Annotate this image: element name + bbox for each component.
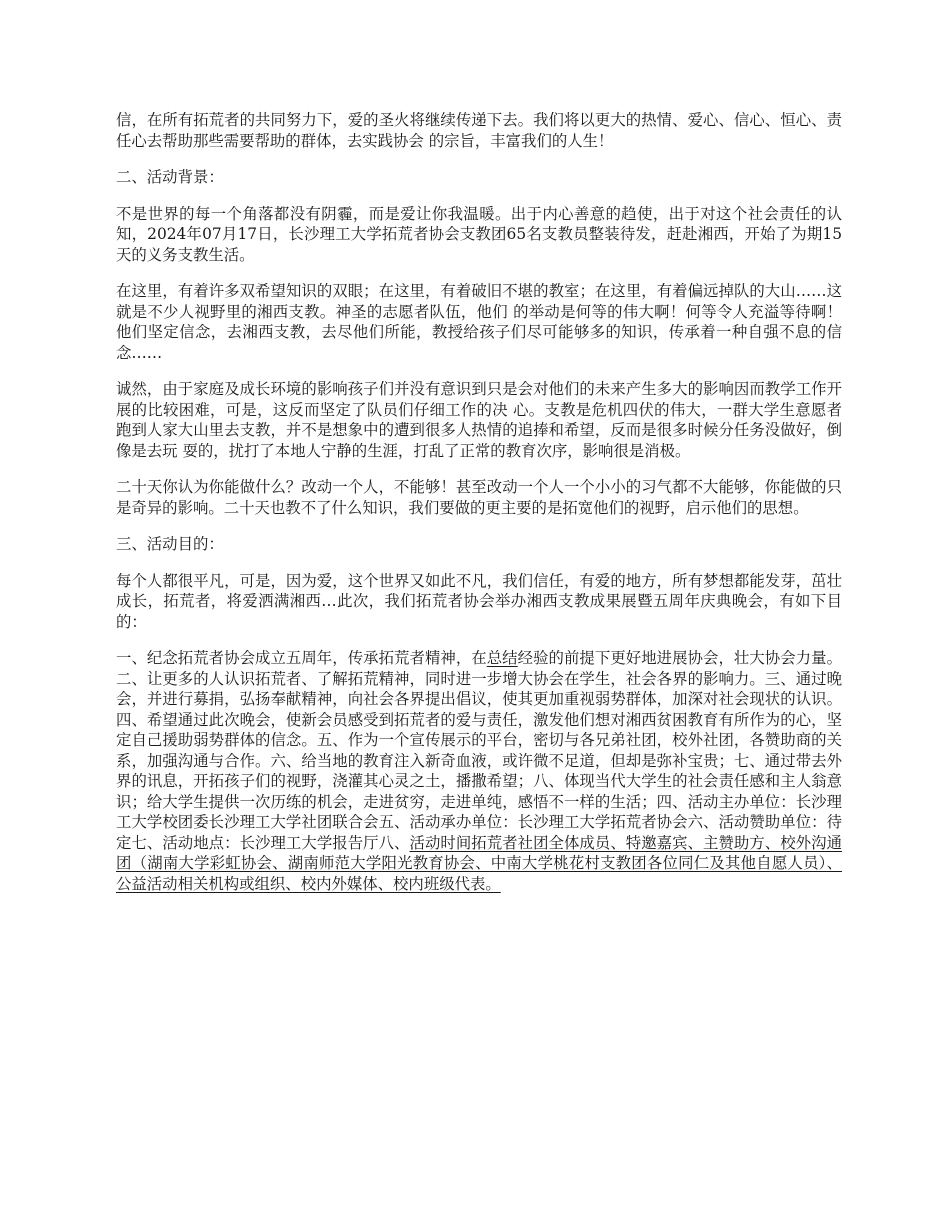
section-heading-background: 二、活动背景： — [116, 168, 224, 186]
paragraph-background-4: 二十天你认为你能做什么？改动一个人，不能够！甚至改动一个人一个小小的习气都不大能够，你能做的只是奇异的影响。二十天也教不了什么知识，我们要做的更主要的是拓宽他们的视野，启示他们的思想。 — [116, 478, 842, 517]
paragraph-purpose-list — [116, 648, 842, 894]
purpose-text-a: 一、纪念拓荒者协会成立五周年，传承拓荒者精神，在 — [116, 649, 487, 667]
paragraph-intro: 信，在所有拓荒者的共同努力下，爱的圣火将继续传递下去。我们将以更大的热情、爱心、信心、恒心、责任心去帮助那些需要帮助的群体，去实践协会 的宗旨，丰富我们的人生！ — [116, 111, 842, 150]
document-page — [116, 110, 842, 910]
underlined-participants: 活动时间拓荒者社团全体成员、特邀嘉宾、主赞助方、校外沟通团（湖南大学彩虹协会、湖南师范大学阳光教育协会、中南大学桃花村支教团各位同仁及其他自愿人员）、公益活动相关机构或组织、校内外媒体、校内班级代表。 — [116, 833, 842, 893]
paragraph-background-1: 不是世界的每一个角落都没有阴霾，而是爱让你我温暖。出于内心善意的趋使，出于对这个社会责任的认知，2024年07月17日，长沙理工大学拓荒者协会支教团65名支教员整装待发，赶赴湘西，开始了为期15天的义务支教生活。 — [116, 204, 842, 264]
purpose-text-b: 经验的前提下更好地进展协会，壮大协会力量。二、让更多的人认识拓荒者、了解拓荒精神，同时进一步增大协会在学生，社会各界的影响力。三、通过晚会，并进行募捐，弘扬奉献精神，向社会各界提出倡议，使其更加重视弱势群体，加深对社会现状的认识。四、希望通过此次晚会，使新会员感受到拓荒者的爱与责任，激发他们想对湘西贫困教育有所作为的心，坚定自己援助弱势群体的信念。五、作为一个宣传展示的平台，密切与各兄弟社团，校外社团，各赞助商的关系，加强沟通与合作。六、给当地的教育注入新奇血液，或许微不足道，但却是弥补宝贵；七、通过带去外界的讯息，开拓孩子们的视野，浇灌其心灵之土，播撒希望；八、体现当代大学生的社会责任感和主人翁意识；给大学生提供一次历练的机会，走进贫穷，走进单纯，感悟不一样的生活；四、活动主办单位：长沙理工大学校团委长沙理工大学社团联合会五、活动承办单位：长沙理工大学拓荒者协会六、活动赞助单位：待定七、活动地点：长沙理工大学报告厅八、 — [116, 649, 842, 852]
paragraph-background-3: 诚然，由于家庭及成长环境的影响孩子们并没有意识到只是会对他们的未来产生多大的影响因而教学工作开展的比较困难，可是，这反而坚定了队员们仔细工作的决 心。支教是危机四伏的伟大，一群大学生意愿者跑到人家大山里去支教，并不是想象中的遭到很多人热情的追捧和希望，反而是很多时候分任务没做好，倒像是去玩 耍的，扰打了本地人宁静的生涯，打乱了正常的教育次序，影响很是消极。 — [116, 380, 842, 460]
paragraph-purpose-intro: 每个人都很平凡，可是，因为爱，这个世界又如此不凡，我们信任，有爱的地方，所有梦想都能发芽，茁壮成长，拓荒者，将爱洒满湘西…此次，我们拓荒者协会举办湘西支教成果展暨五周年庆典晚会，有如下目的： — [116, 571, 842, 631]
paragraph-background-2: 在这里，有着许多双希望知识的双眼；在这里，有着破旧不堪的教室；在这里，有着偏远掉队的大山……这就是不少人视野里的湘西支教。神圣的志愿者队伍，他们 的举动是何等的伟大啊！何等令人充溢等待啊！他们坚定信念，去湘西支教，去尽他们所能，教授给孩子们尽可能够多的知识，传承着一种自强不息的信念…… — [116, 282, 842, 362]
section-heading-purpose: 三、活动目的： — [116, 535, 224, 553]
summary-link[interactable]: 总结 — [486, 649, 518, 667]
